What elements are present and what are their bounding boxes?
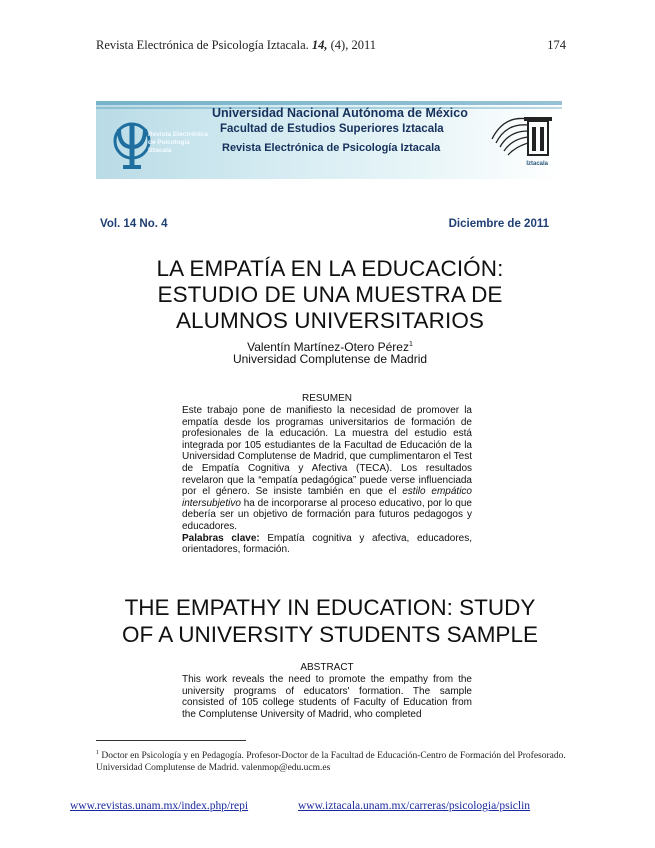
volume-number: 14, xyxy=(311,38,328,52)
journal-name: Revista Electrónica de Psicología Iztacala. xyxy=(96,38,312,52)
keywords-text: Empatía cognitiva y afectiva, educadores, orientadores, formación. xyxy=(182,532,473,556)
issue-volume: Vol. 14 No. 4 xyxy=(100,218,168,230)
title-es-line: ALUMNOS UNIVERSITARIOS xyxy=(175,308,485,333)
issue-year: (4), 2011 xyxy=(327,38,377,52)
repi-link[interactable]: www.revistas.unam.mx/index.php/repi xyxy=(70,800,249,812)
journal-banner xyxy=(96,101,562,179)
abstract-body-es xyxy=(182,405,472,556)
abstract-es-text: ha de incorporarse al proceso educativo, por lo que debería ser un objetivo de formación para futuros pedagogos y educadores. xyxy=(182,497,472,532)
running-header xyxy=(96,38,566,53)
abstract-body-en: This work reveals the need to promote the empathy from the university programs of educators' formation. The sample consisted of 105 college students of Faculty of Education from the Complutense University of Madrid, who completed xyxy=(182,674,472,720)
banner-faculty: Facultad de Estudios Superiores Iztacala xyxy=(220,123,444,135)
psiclin-link[interactable]: www.iztacala.unam.mx/carreras/psicologia/psiclin xyxy=(298,800,531,812)
banner-stripe xyxy=(96,101,562,105)
footnote-number: 1 xyxy=(96,750,99,756)
keywords-label: Palabras clave: xyxy=(182,532,260,544)
right-logo-caption: Iztacala xyxy=(526,161,548,167)
abstract-heading-es: RESUMEN xyxy=(301,393,352,404)
title-english xyxy=(80,594,580,648)
banner-university: Universidad Nacional Autónoma de México xyxy=(212,106,468,120)
abstract-es-text: Este trabajo pone de manifiesto la necesidad de promover la empatía desde los programas universitarios de formación de profesionales de la educación. La muestra del estudio está integrada por 105 estudiantes de la Facultad de Educación de la Universidad Complutense de Madrid, que cumplimentaron el Test de Empatía Cognitiva y Afectiva (TECA). Los resultados revelaron que la “empatía pedagógica” puede verse influenciada por el género. xyxy=(182,405,472,498)
abstract-es-italic: estilo empático intersubjetivo xyxy=(182,486,472,509)
author-text: Valentín Martínez-Otero Pérez xyxy=(247,340,409,354)
title-en-line: OF A UNIVERSITY STUDENTS SAMPLE xyxy=(122,622,538,647)
issue-date: Diciembre de 2011 xyxy=(448,218,549,230)
abstract-heading-en: ABSTRACT xyxy=(300,662,354,673)
title-es-line: LA EMPATÍA EN LA EDUCACIÓN: xyxy=(156,256,504,281)
title-es-line: ESTUDIO DE UNA MUESTRA DE xyxy=(157,282,503,307)
footnote-divider xyxy=(96,740,246,741)
page-number: 174 xyxy=(547,38,566,52)
footnote xyxy=(96,747,566,774)
title-spanish xyxy=(100,256,560,334)
footnote-text: Doctor en Psicología y en Pedagogía. Profesor-Doctor de la Facultad de Educación-Centro de Formación del Profesorado. Universidad Complutense de Madrid. valenmop@edu.ucm.es xyxy=(96,751,566,774)
abstract-es-text: Se insiste también en que el xyxy=(255,486,403,498)
author-affiliation: Universidad Complutense de Madrid xyxy=(232,352,428,366)
left-logo-caption: Revista Electrónica de Psicología Iztacala xyxy=(148,131,208,154)
title-en-line: THE EMPATHY IN EDUCATION: STUDY xyxy=(124,595,536,620)
footnote-mark: 1 xyxy=(408,341,413,348)
banner-journal: Revista Electrónica de Psicología Iztacala xyxy=(222,142,441,154)
